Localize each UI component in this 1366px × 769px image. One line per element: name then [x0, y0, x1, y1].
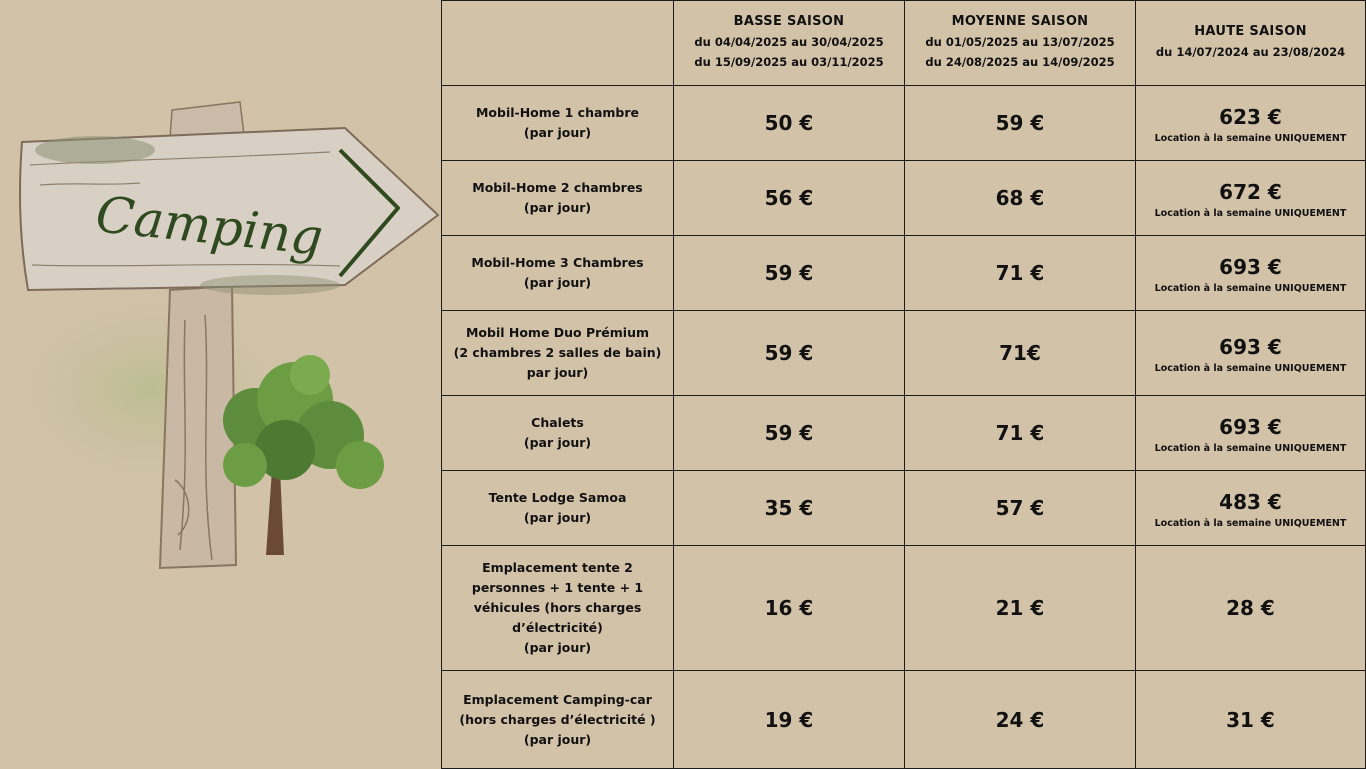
- price-value: 623 €: [1219, 104, 1282, 129]
- price-mid: [905, 236, 1136, 311]
- camping-sign-illustration: [0, 90, 440, 570]
- price-value: 693 €: [1219, 414, 1282, 439]
- weekly-note: Location à la semaine UNIQUEMENT: [1154, 207, 1347, 219]
- label-line: par jour): [526, 365, 589, 380]
- price-value: 59 €: [764, 421, 814, 445]
- label-line: Mobil Home Duo Prémium: [465, 325, 650, 340]
- accommodation-label: [442, 236, 674, 311]
- price-value: 71€: [999, 341, 1041, 365]
- price-low: [674, 671, 905, 769]
- header-empty-cell: [442, 1, 674, 86]
- label-line: (par jour): [523, 125, 592, 140]
- price-value: 50 €: [764, 111, 814, 135]
- price-value: 16 €: [764, 596, 814, 620]
- label-line: (hors charges d’électricité ): [459, 711, 656, 727]
- price-high: [1136, 396, 1366, 471]
- label-line: Chalets: [531, 415, 584, 430]
- accommodation-label: [442, 311, 674, 396]
- label-line: (par jour): [523, 731, 592, 747]
- label-line: Mobil-Home 1 chambre: [475, 105, 640, 120]
- price-value: 28 €: [1226, 596, 1275, 620]
- board-moss: [200, 275, 340, 295]
- price-value: 71 €: [995, 421, 1045, 445]
- price-value: 483 €: [1219, 489, 1282, 514]
- price-value: 59 €: [764, 261, 814, 285]
- header-basse-saison: [674, 1, 905, 86]
- weekly-note: Location à la semaine UNIQUEMENT: [1154, 132, 1347, 144]
- label-line: (par jour): [523, 435, 592, 450]
- price-high: [1136, 546, 1366, 671]
- price-low: [674, 86, 905, 161]
- price-high: [1136, 161, 1366, 236]
- price-low: [674, 161, 905, 236]
- price-low: [674, 311, 905, 396]
- label-line: Mobil-Home 3 Chambres: [471, 255, 644, 270]
- table-row: [442, 311, 1366, 396]
- price-value: 19 €: [764, 707, 814, 732]
- label-line: Tente Lodge Samoa: [488, 490, 627, 505]
- label-line: Mobil-Home 2 chambres: [472, 180, 643, 195]
- price-mid: [905, 311, 1136, 396]
- price-value: 57 €: [995, 496, 1045, 520]
- camping-signpost-image: [0, 90, 440, 570]
- price-low: [674, 396, 905, 471]
- price-mid: [905, 86, 1136, 161]
- price-mid: [905, 671, 1136, 769]
- weekly-note: Location à la semaine UNIQUEMENT: [1154, 517, 1347, 529]
- price-mid: [905, 161, 1136, 236]
- label-line: (2 chambres 2 salles de bain): [453, 345, 662, 360]
- sign-text: Camping: [93, 185, 326, 267]
- price-value: 24 €: [995, 707, 1045, 732]
- price-value: 59 €: [995, 111, 1045, 135]
- header-haute-saison: [1136, 1, 1366, 86]
- season-date: du 04/04/2025 au 30/04/2025: [694, 35, 884, 49]
- price-high: [1136, 311, 1366, 396]
- header-moyenne-saison: [905, 1, 1136, 86]
- table-row: [442, 471, 1366, 546]
- season-date: du 01/05/2025 au 13/07/2025: [925, 35, 1115, 49]
- season-title: BASSE SAISON: [733, 14, 845, 29]
- price-value: 68 €: [995, 186, 1045, 210]
- price-high: [1136, 671, 1366, 769]
- label-line: Emplacement tente 2: [482, 560, 633, 575]
- table-row: [442, 546, 1366, 671]
- label-line: (par jour): [523, 510, 592, 525]
- price-value: 693 €: [1219, 254, 1282, 279]
- accommodation-label: [442, 86, 674, 161]
- price-value: 71 €: [995, 261, 1045, 285]
- price-value: 693 €: [1219, 334, 1282, 359]
- price-value: 59 €: [764, 341, 814, 365]
- label-line: (par jour): [523, 200, 592, 215]
- table-row: [442, 671, 1366, 769]
- accommodation-label: [442, 671, 674, 769]
- accommodation-label: [442, 471, 674, 546]
- price-value: 672 €: [1219, 179, 1282, 204]
- price-value: 56 €: [764, 186, 814, 210]
- price-value: 35 €: [764, 496, 814, 520]
- accommodation-label: [442, 161, 674, 236]
- label-line: (par jour): [523, 275, 592, 290]
- table-row: [442, 396, 1366, 471]
- price-high: [1136, 236, 1366, 311]
- label-line: (par jour): [523, 640, 592, 655]
- price-mid: [905, 396, 1136, 471]
- label-line: Emplacement Camping-car: [463, 691, 652, 707]
- price-mid: [905, 546, 1136, 671]
- weekly-note: Location à la semaine UNIQUEMENT: [1154, 362, 1347, 374]
- price-low: [674, 546, 905, 671]
- price-value: 21 €: [995, 596, 1045, 620]
- weekly-note: Location à la semaine UNIQUEMENT: [1154, 442, 1347, 454]
- season-date: du 24/08/2025 au 14/09/2025: [925, 55, 1115, 69]
- table-row: [442, 236, 1366, 311]
- table-header-row: [442, 1, 1366, 86]
- label-line: véhicules (hors charges: [473, 600, 642, 615]
- season-title: HAUTE SAISON: [1194, 24, 1307, 39]
- label-line: personnes + 1 tente + 1: [471, 580, 644, 595]
- season-date: du 15/09/2025 au 03/11/2025: [694, 55, 884, 69]
- table-row: [442, 86, 1366, 161]
- price-low: [674, 471, 905, 546]
- accommodation-label: [442, 546, 674, 671]
- price-high: [1136, 471, 1366, 546]
- price-mid: [905, 471, 1136, 546]
- price-table: [441, 0, 1366, 769]
- label-line: d’électricité): [512, 620, 603, 635]
- table-row: [442, 161, 1366, 236]
- accommodation-label: [442, 396, 674, 471]
- price-value: 31 €: [1226, 707, 1275, 732]
- price-high: [1136, 86, 1366, 161]
- season-date: du 14/07/2024 au 23/08/2024: [1155, 45, 1346, 59]
- price-low: [674, 236, 905, 311]
- season-title: MOYENNE SAISON: [951, 14, 1089, 29]
- board-moss: [35, 136, 155, 164]
- weekly-note: Location à la semaine UNIQUEMENT: [1154, 282, 1347, 294]
